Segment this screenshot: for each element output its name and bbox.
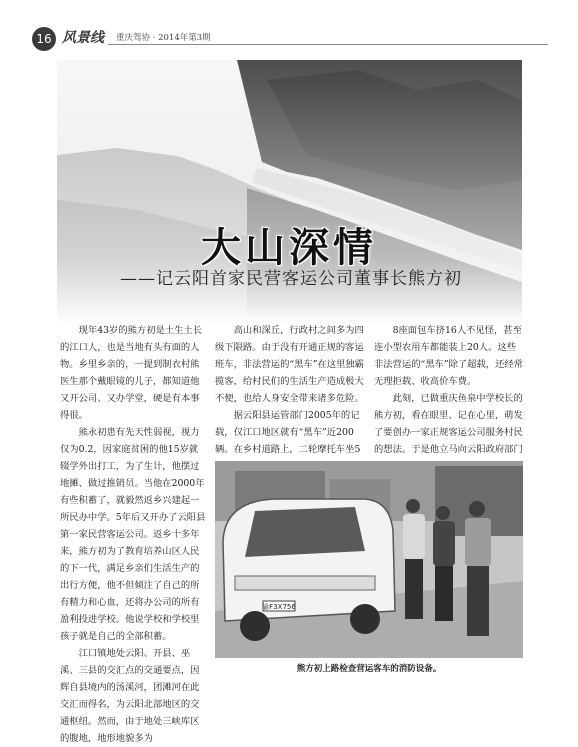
text-column-1 bbox=[60, 322, 206, 747]
paragraph: 此刻，已做重庆鱼泉中学校长的熊方初，看在眼里、记在心里，萌发了要创办一家正规客运公司服务村民的想法。于是他立马向云阳政府部门 bbox=[374, 393, 523, 455]
paragraph: 现年43岁的熊方初是土生土长的江口人，也是当地有头有面的人物。乡里乡亲的，一提到制衣村熊医生那个戴眼镜的儿子，都知道他又开公司、又办学堂，硬是有本事得很。 bbox=[60, 325, 202, 421]
inspection-photo bbox=[215, 461, 523, 658]
section-title: 风景线 bbox=[62, 30, 104, 46]
issue-label: 重庆驾协 · 2014年第3期 bbox=[116, 33, 211, 43]
header-rule bbox=[108, 44, 548, 45]
page-header bbox=[0, 0, 578, 52]
page-number: 16 bbox=[32, 27, 56, 51]
paragraph: 据云阳县运管部门2005年的记载，仅江口地区就有“黑车”近200辆。在乡村道路上，二轮摩托车坐5 bbox=[215, 410, 361, 455]
license-plate: 渝F3X756 bbox=[262, 603, 296, 611]
paragraph: 熊永初患有先天性弱视，视力仅为0.2，因家庭贫困的他15岁就辍学外出打工，为了生计，他摆过地摊、做过推销员。当他在2000年有些积蓄了，就毅然返乡兴建起一所民办中学。5年后又开办了云阳县第一家民营客运公司。返乡十多年来，熊方初为了教育培养山区人民的下一代，满足乡亲们生活生产的出行方便，他不但倾注了自己的所有精力和心血，还将办公司的所有盈利投进学校。他说学校和学校里孩子就是自己的全部积蓄。 bbox=[60, 427, 206, 642]
article-subtitle: ——记云阳首家民营客运公司董事长熊方初 bbox=[120, 269, 462, 289]
article-title: 大山深情 bbox=[201, 225, 377, 271]
paragraph: 江口镇地处云阳、开县、巫溪、三县的交汇点的交通要点，因辉自县境内的汤溪河，团滩河在此交汇而得名，为云阳北部地区的交通枢纽。然而，由于地处三峡库区的腹地，地形地貌多为 bbox=[60, 648, 200, 744]
text-column-2 bbox=[215, 322, 365, 475]
inspection-illustration bbox=[215, 461, 523, 658]
paragraph: 8座面包车挤16人不见怪，甚至连小型农用车都能装上20人。这些非法营运的“黑车”除了超载，还经常无理拒载、收高价车费。 bbox=[374, 325, 523, 387]
paragraph: 高山和深丘，行政村之间多为四级下限路。由于没有开通正规的客运班车，非法营运的“黑车”在这里独霸揽客，给村民们的生活生产造成极大不便，也给人身安全带来诸多危险。 bbox=[215, 325, 364, 404]
photo-caption: 熊方初上路检查营运客车的消防设备。 bbox=[296, 664, 442, 674]
text-column-3 bbox=[374, 322, 524, 475]
